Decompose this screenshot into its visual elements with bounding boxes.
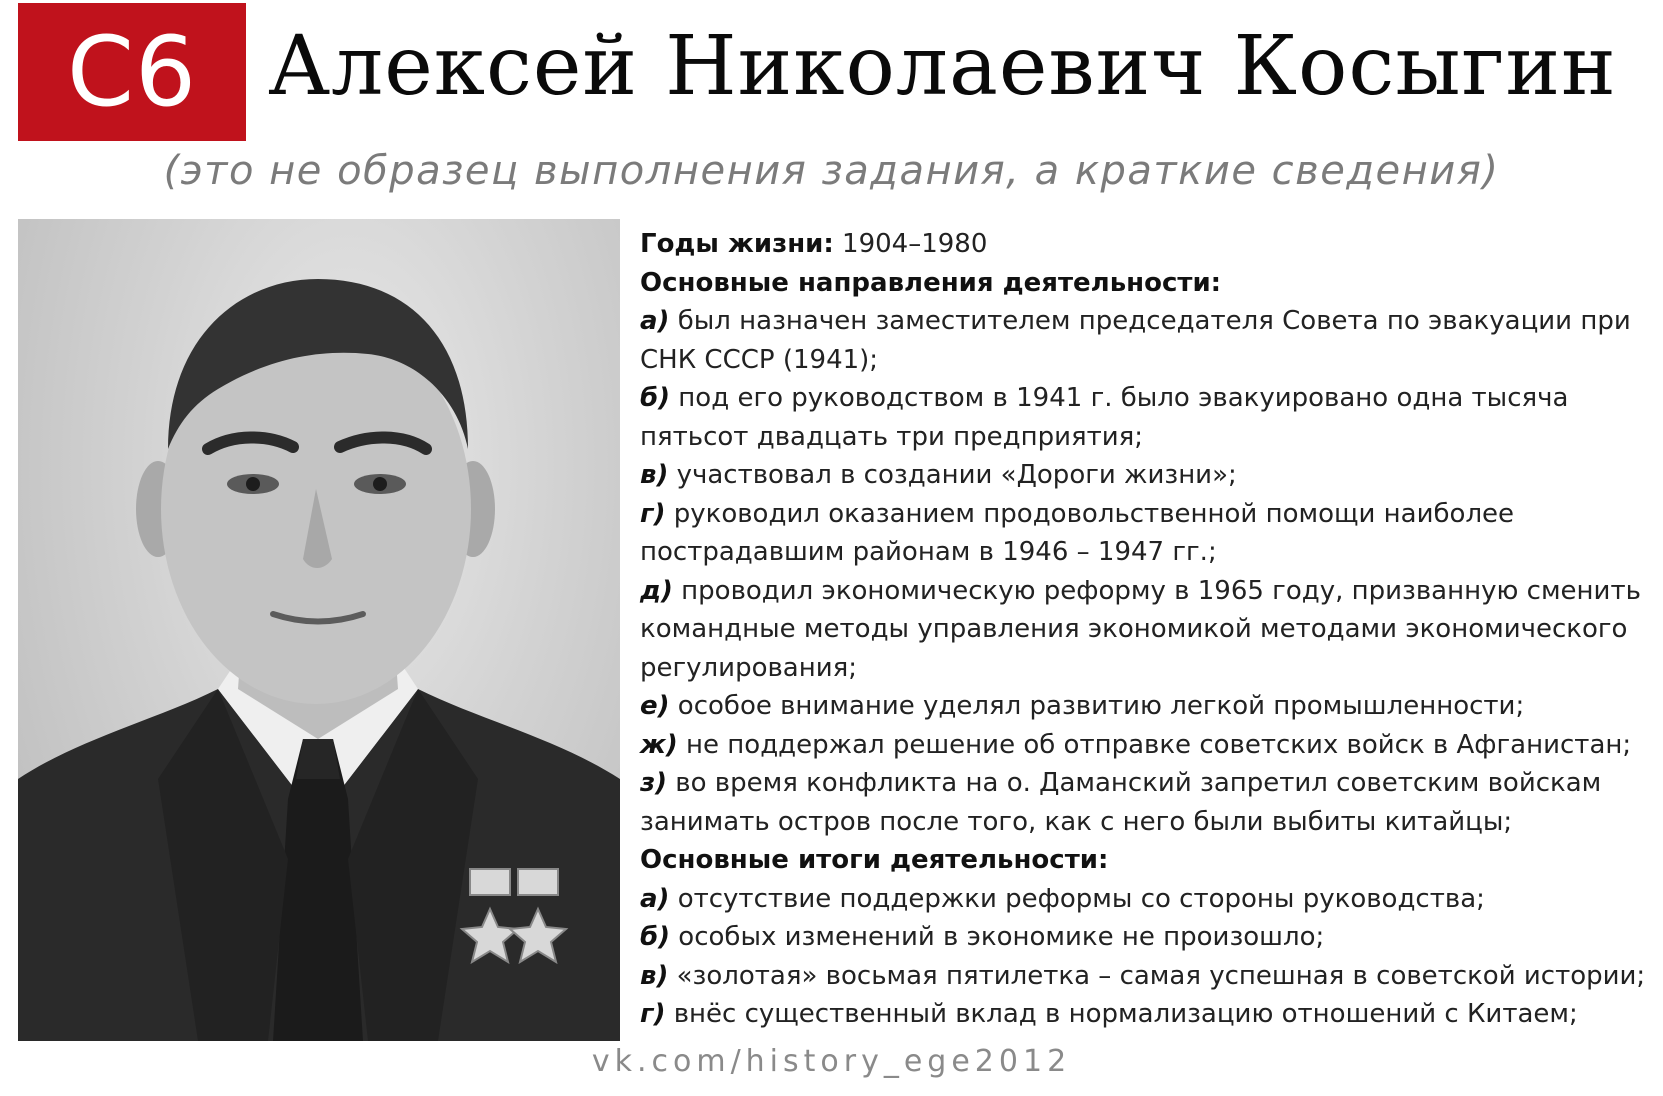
task-badge: С6 xyxy=(18,3,246,141)
item-marker: е) xyxy=(640,691,670,721)
item-text: проводил экономическую реформу в 1965 году, призванную сменить xyxy=(672,575,1641,606)
item-text: особое внимание уделял развитию легкой промышленности; xyxy=(669,691,1525,721)
years-label: Годы жизни: xyxy=(640,229,834,259)
item-text: внёс существенный вклад в нормализацию отношений с Китаем; xyxy=(665,999,1578,1029)
activity-item-g xyxy=(640,495,1650,534)
page-title: Алексей Николаевич Косыгин xyxy=(268,19,1617,114)
item-marker: з) xyxy=(640,768,667,798)
item-text: «золотая» восьмая пятилетка – самая успешная в советской истории; xyxy=(668,960,1646,991)
item-text: был назначен заместителем председателя Совета по эвакуации при xyxy=(669,306,1631,336)
portrait-illustration xyxy=(18,219,620,1041)
activity-item-a-cont: СНК СССР (1941); xyxy=(640,344,879,375)
activity-item-v xyxy=(640,456,1650,495)
item-marker: а) xyxy=(640,306,670,336)
results-heading: Основные итоги деятельности: xyxy=(640,845,1109,875)
item-text: особых изменений в экономике не произошло; xyxy=(670,922,1325,952)
activity-item-b xyxy=(640,379,1650,418)
activity-item-a xyxy=(640,302,1650,341)
result-item-v xyxy=(640,957,1650,996)
activity-item-z xyxy=(640,764,1650,803)
page-subtitle: (это не образец выполнения задания, а краткие сведения) xyxy=(163,148,1500,194)
activity-item-d-cont2: регулирования; xyxy=(640,652,858,683)
item-marker: а) xyxy=(640,883,670,914)
item-text: отсутствие поддержки реформы со стороны руководства; xyxy=(669,883,1485,914)
item-text: под его руководством в 1941 г. было эвакуировано одна тысяча xyxy=(670,383,1569,413)
portrait-photo xyxy=(18,219,620,1041)
item-text: во время конфликта на о. Даманский запретил советским войскам xyxy=(667,768,1602,798)
years-line xyxy=(640,225,1650,264)
activity-item-z-cont: занимать остров после того, как с него были выбиты китайцы; xyxy=(640,806,1513,837)
item-marker: б) xyxy=(640,922,671,952)
item-marker: д) xyxy=(640,575,673,606)
activity-item-g-cont: пострадавшим районам в 1946 – 1947 гг.; xyxy=(640,537,1217,567)
item-marker: в) xyxy=(640,960,669,991)
activity-item-zh xyxy=(640,726,1650,765)
item-marker: б) xyxy=(640,383,671,413)
item-marker: ж) xyxy=(640,729,678,760)
activity-heading: Основные направления деятельности: xyxy=(640,267,1222,298)
source-link[interactable]: vk.com/history_ege2012 xyxy=(591,1044,1072,1079)
activity-item-b-cont: пятьсот двадцать три предприятия; xyxy=(640,421,1144,452)
item-text: руководил оказанием продовольственной помощи наиболее xyxy=(665,498,1515,529)
item-marker: в) xyxy=(640,460,669,490)
activity-item-e xyxy=(640,687,1650,726)
result-item-g xyxy=(640,995,1650,1034)
result-item-a xyxy=(640,880,1650,919)
result-item-b xyxy=(640,918,1650,957)
activity-item-d xyxy=(640,572,1650,611)
item-text: участвовал в создании «Дороги жизни»; xyxy=(668,460,1237,490)
activity-item-d-cont1: командные методы управления экономикой методами экономического xyxy=(640,614,1628,644)
item-text: не поддержал решение об отправке советских войск в Афганистан; xyxy=(677,729,1632,760)
years-value: 1904–1980 xyxy=(833,229,988,259)
item-marker: г) xyxy=(640,498,666,529)
biography-text xyxy=(640,225,1650,1034)
item-marker: г) xyxy=(640,999,666,1029)
